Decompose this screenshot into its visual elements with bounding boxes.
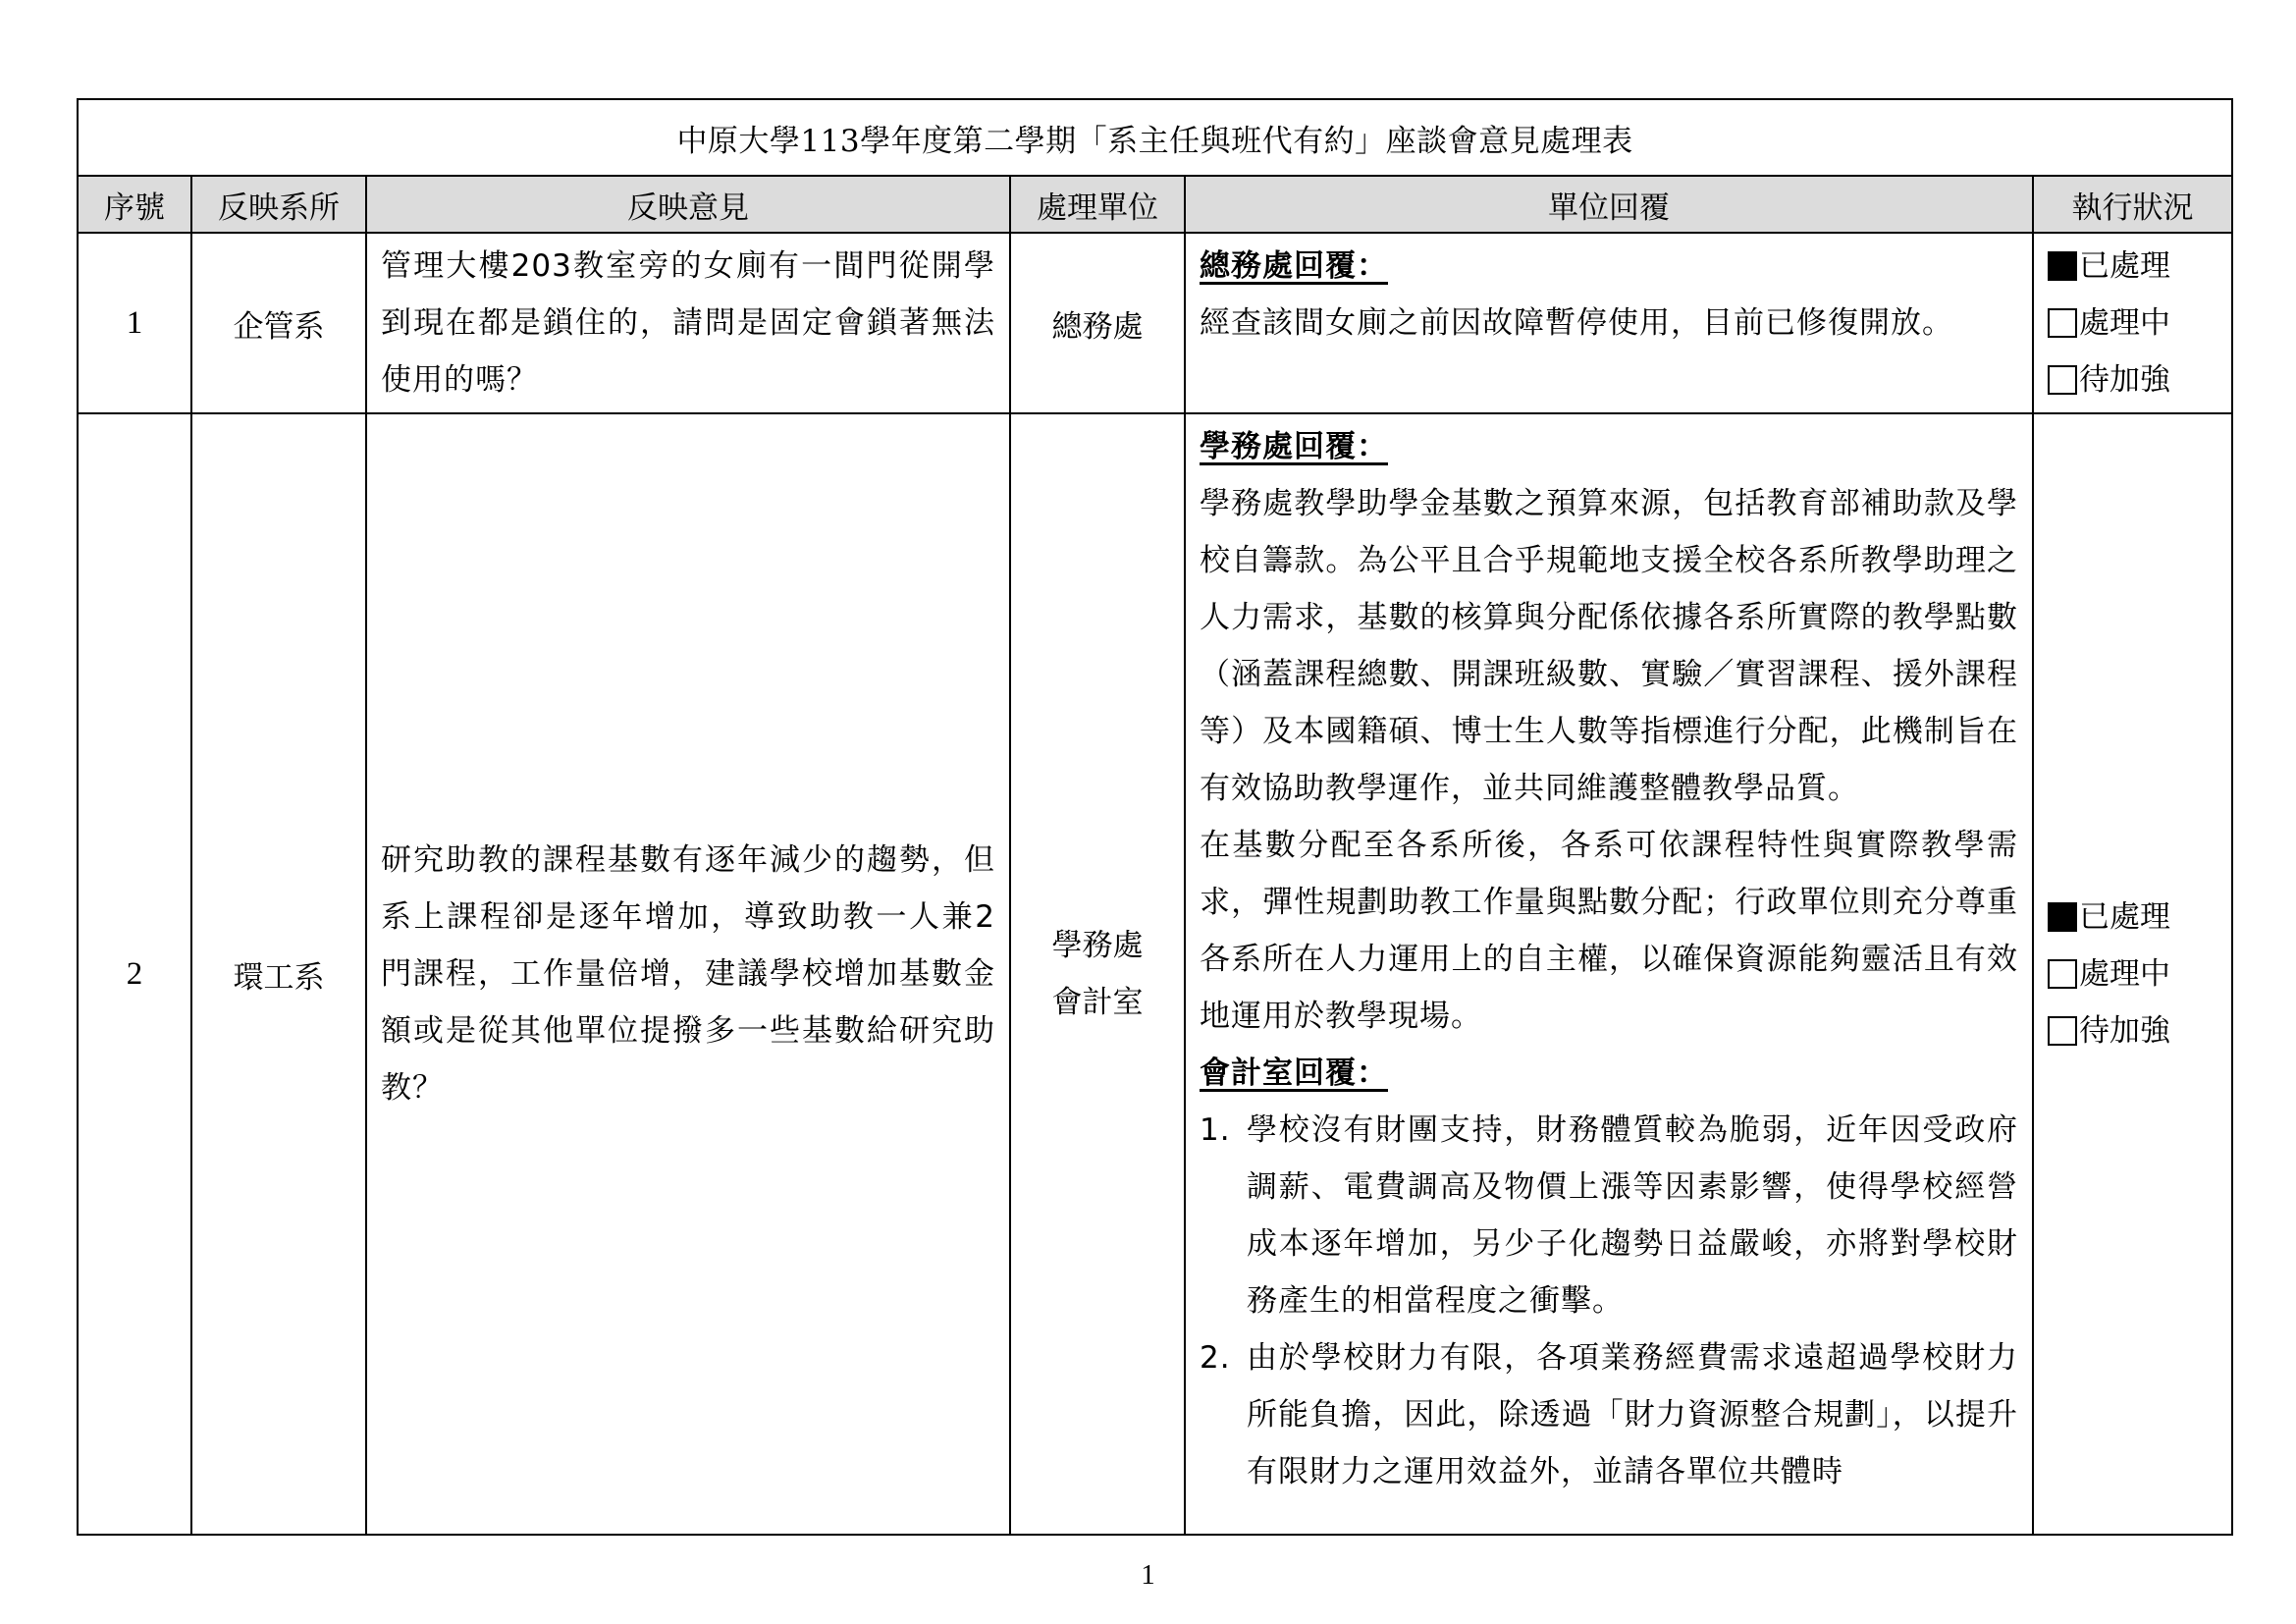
checked-box-icon [2048, 251, 2077, 281]
header-unit: 處理單位 [1010, 176, 1185, 233]
status-processing [2048, 946, 2231, 1002]
header-opinion: 反映意見 [366, 176, 1010, 233]
status-done [2048, 238, 2231, 295]
row-dept: 環工系 [191, 413, 366, 1535]
list-item [1200, 1329, 2018, 1500]
reply-paragraph: 學務處教學助學金基數之預算來源，包括教育部補助款及學校自籌款。為公平且合乎規範地支援全校各系所教學助理之人力需求，基數的核算與分配係依據各系所實際的教學點數（涵蓋課程總數、開課班級數、實驗／實習課程、援外課程等）及本國籍碩、博士生人數等指標進行分配，此機制旨在有效協助教學運作，並共同維護整體教學品質。 [1200, 486, 2018, 806]
status-processing [2048, 295, 2231, 352]
reply-heading: 學務處回覆： [1200, 429, 1388, 464]
opinion-table [77, 98, 2233, 1536]
unit-name: 總務處 [1051, 308, 1144, 345]
reply-heading: 會計室回覆： [1200, 1056, 1388, 1091]
list-number: 2. [1200, 1340, 1231, 1376]
row-status [2033, 233, 2232, 413]
unit-name: 會計室 [1051, 985, 1144, 1020]
header-row [78, 176, 2232, 233]
header-seq: 序號 [78, 176, 191, 233]
status-to-improve [2048, 1002, 2231, 1059]
unit-name: 學務處 [1051, 928, 1144, 963]
status-to-improve [2048, 352, 2231, 408]
unchecked-box-icon [2048, 308, 2077, 338]
row-seq: 1 [78, 233, 191, 413]
checked-box-icon [2048, 902, 2077, 932]
table-title: 中原大學113學年度第二學期「系主任與班代有約」座談會意見處理表 [78, 99, 2232, 176]
status-label: 已處理 [2079, 899, 2170, 935]
status-done [2048, 889, 2231, 946]
row-unit [1010, 233, 1185, 413]
unchecked-box-icon [2048, 1016, 2077, 1046]
reply-paragraph: 在基數分配至各系所後，各系可依課程特性與實際教學需求，彈性規劃助教工作量與點數分配；行政單位則充分尊重各系所在人力運用上的自主權，以確保資源能夠靈活且有效地運用於教學現場。 [1200, 828, 2018, 1034]
list-item [1200, 1102, 2018, 1329]
row-unit [1010, 413, 1185, 1535]
row-reply [1185, 413, 2033, 1535]
row-dept: 企管系 [191, 233, 366, 413]
table-row [78, 413, 2232, 1535]
row-opinion: 管理大樓203教室旁的女廁有一間門從開學到現在都是鎖住的，請問是固定會鎖著無法使用的嗎？ [366, 233, 1010, 413]
row-reply [1185, 233, 2033, 413]
list-text: 由於學校財力有限，各項業務經費需求遠超過學校財力所能負擔，因此，除透過「財力資源整合規劃」，以提升有限財力之運用效益外，並請各單位共體時 [1247, 1340, 2018, 1489]
page-number: 1 [1141, 1559, 1155, 1591]
unchecked-box-icon [2048, 959, 2077, 989]
header-reply: 單位回覆 [1185, 176, 2033, 233]
reply-paragraph: 經查該間女廁之前因故障暫停使用，目前已修復開放。 [1200, 305, 1953, 341]
list-number: 1. [1200, 1112, 1231, 1148]
status-label: 已處理 [2079, 248, 2170, 284]
status-label: 處理中 [2079, 956, 2170, 992]
row-status [2033, 413, 2232, 1535]
row-opinion: 研究助教的課程基數有逐年減少的趨勢，但系上課程卻是逐年增加，導致助教一人兼2門課程，工作量倍增，建議學校增加基數金額或是從其他單位提撥多一些基數給研究助教？ [366, 413, 1010, 1535]
header-dept: 反映系所 [191, 176, 366, 233]
header-status: 執行狀況 [2033, 176, 2232, 233]
table-row [78, 233, 2232, 413]
status-label: 處理中 [2079, 305, 2170, 341]
status-label: 待加強 [2079, 1013, 2170, 1049]
reply-heading: 總務處回覆： [1200, 248, 1388, 284]
list-text: 學校沒有財團支持，財務體質較為脆弱，近年因受政府調薪、電費調高及物價上漲等因素影響，使得學校經營成本逐年增加，另少子化趨勢日益嚴峻，亦將對學校財務產生的相當程度之衝擊。 [1247, 1112, 2018, 1319]
status-label: 待加強 [2079, 362, 2170, 398]
unchecked-box-icon [2048, 365, 2077, 395]
row-seq: 2 [78, 413, 191, 1535]
